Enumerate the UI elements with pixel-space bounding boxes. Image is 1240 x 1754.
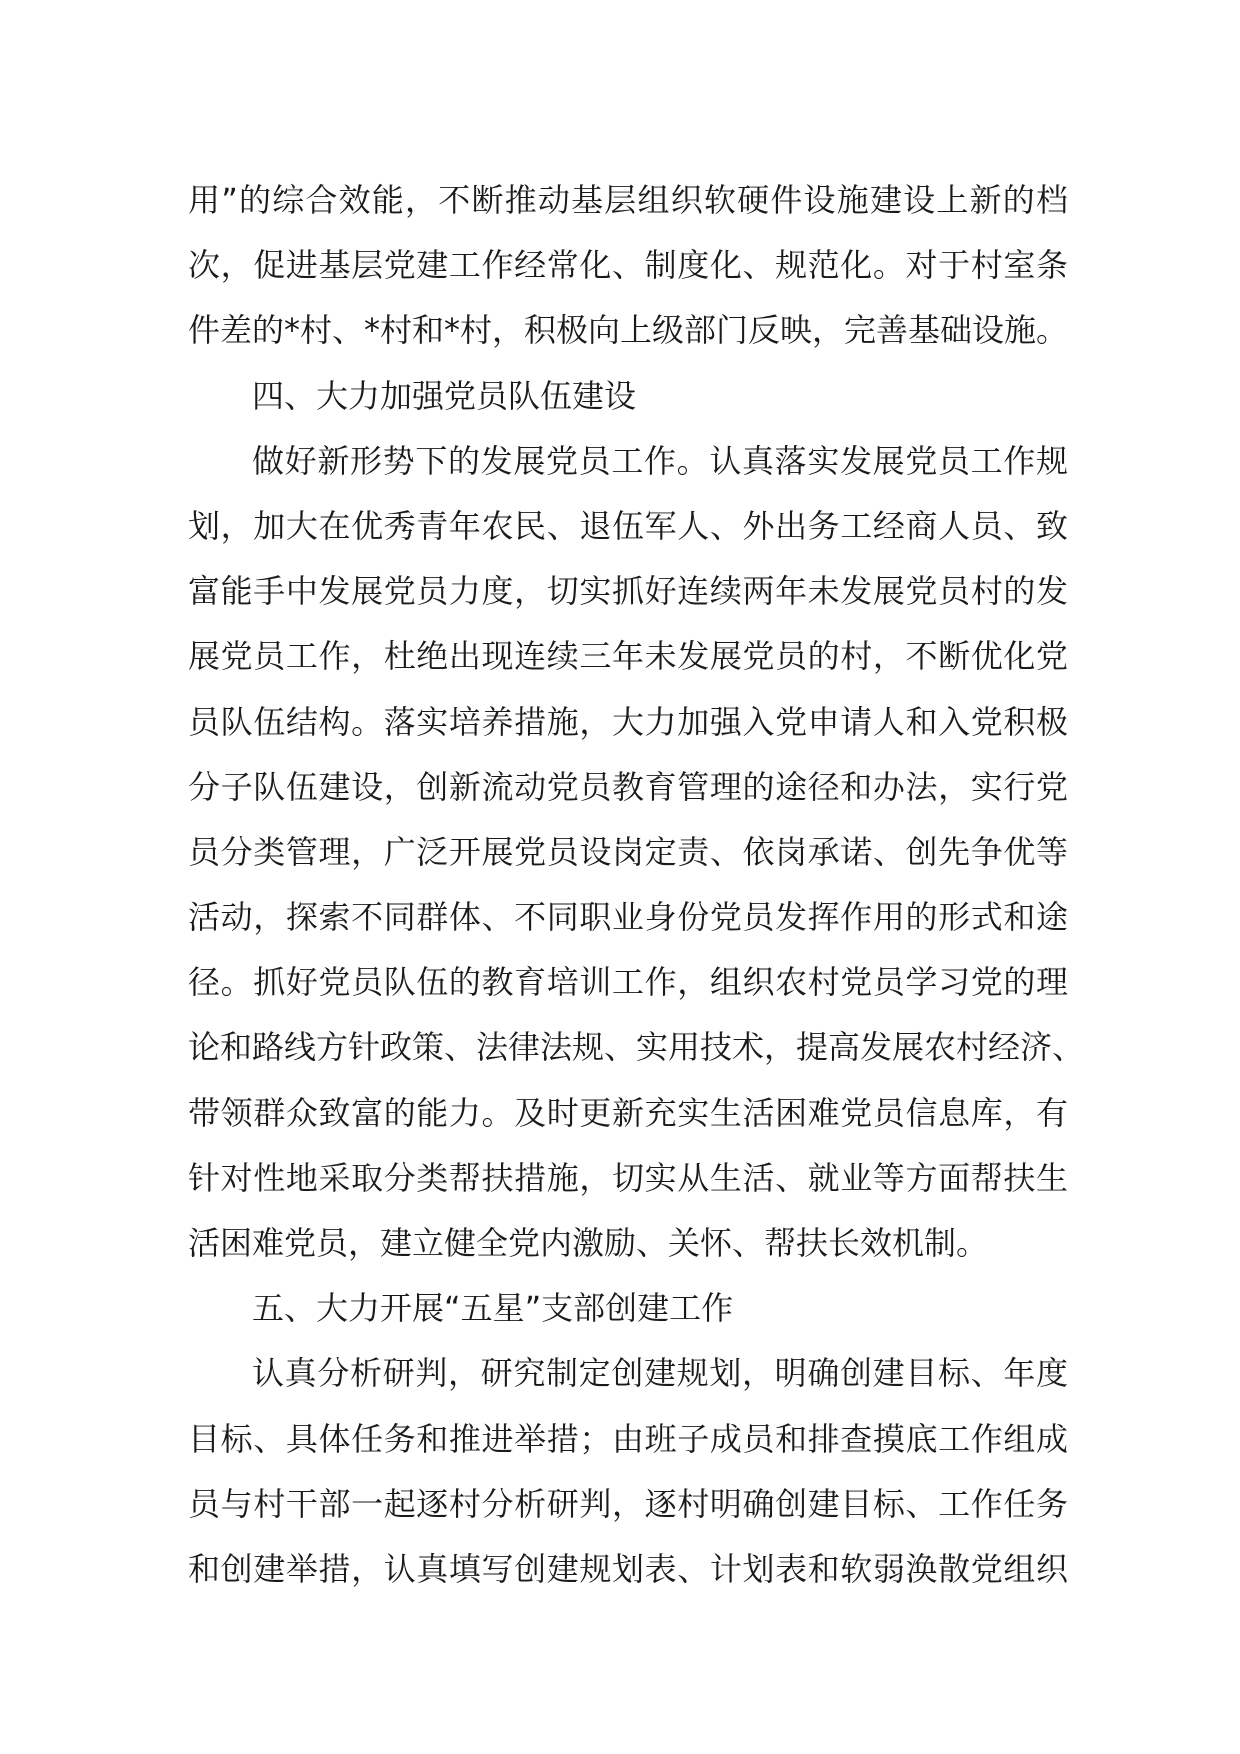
text-line: 和创建举措，认真填写创建规划表、计划表和软弱涣散党组织: [188, 1549, 1068, 1588]
text-line: 带领群众致富的能力。及时更新充实生活困难党员信息库，有: [188, 1093, 1068, 1132]
text-line: 论和路线方针政策、法律法规、实用技术，提高发展农村经济、: [188, 1028, 1085, 1067]
text-line: 分子队伍建设，创新流动党员教育管理的途径和办法，实行党: [188, 767, 1068, 806]
text-line: 径。抓好党员队伍的教育培训工作，组织农村党员学习党的理: [188, 963, 1068, 1002]
text-line: 针对性地采取分类帮扶措施，切实从生活、就业等方面帮扶生: [188, 1158, 1068, 1197]
text-line: 次，促进基层党建工作经常化、制度化、规范化。对于村室条: [188, 246, 1068, 285]
text-line: 活困难党员，建立健全党内激励、关怀、帮扶长效机制。: [188, 1224, 989, 1262]
text-line: 划，加大在优秀青年农民、退伍军人、外出务工经商人员、致: [188, 506, 1068, 545]
section-heading-line: 四、大力加强党员队伍建设: [252, 376, 637, 415]
text-line: 展党员工作，杜绝出现连续三年未发展党员的村，不断优化党: [188, 637, 1068, 676]
text-line: 件差的*村、*村和*村，积极向上级部门反映，完善基础设施。: [188, 311, 1069, 350]
document-body: [188, 168, 1085, 1602]
text-line: 认真分析研判，研究制定创建规划，明确创建目标、年度: [252, 1354, 1068, 1393]
text-line: 员队伍结构。落实培养措施，大力加强入党申请人和入党积极: [188, 702, 1068, 741]
section-heading-line: 五、大力开展“五星”支部创建工作: [252, 1289, 734, 1328]
text-line: 用”的综合效能，不断推动基层组织软硬件设施建设上新的档: [188, 181, 1068, 219]
text-line: 员与村干部一起逐村分析研判，逐村明确创建目标、工作任务: [188, 1484, 1068, 1523]
text-line: 富能手中发展党员力度，切实抓好连续两年未发展党员村的发: [188, 572, 1068, 611]
text-line: 做好新形势下的发展党员工作。认真落实发展党员工作规: [252, 441, 1068, 480]
text-line: 活动，探索不同群体、不同职业身份党员发挥作用的形式和途: [188, 898, 1068, 937]
text-line: 员分类管理，广泛开展党员设岗定责、依岗承诺、创先争优等: [188, 832, 1068, 871]
text-line: 目标、具体任务和推进举措；由班子成员和排查摸底工作组成: [188, 1419, 1068, 1458]
